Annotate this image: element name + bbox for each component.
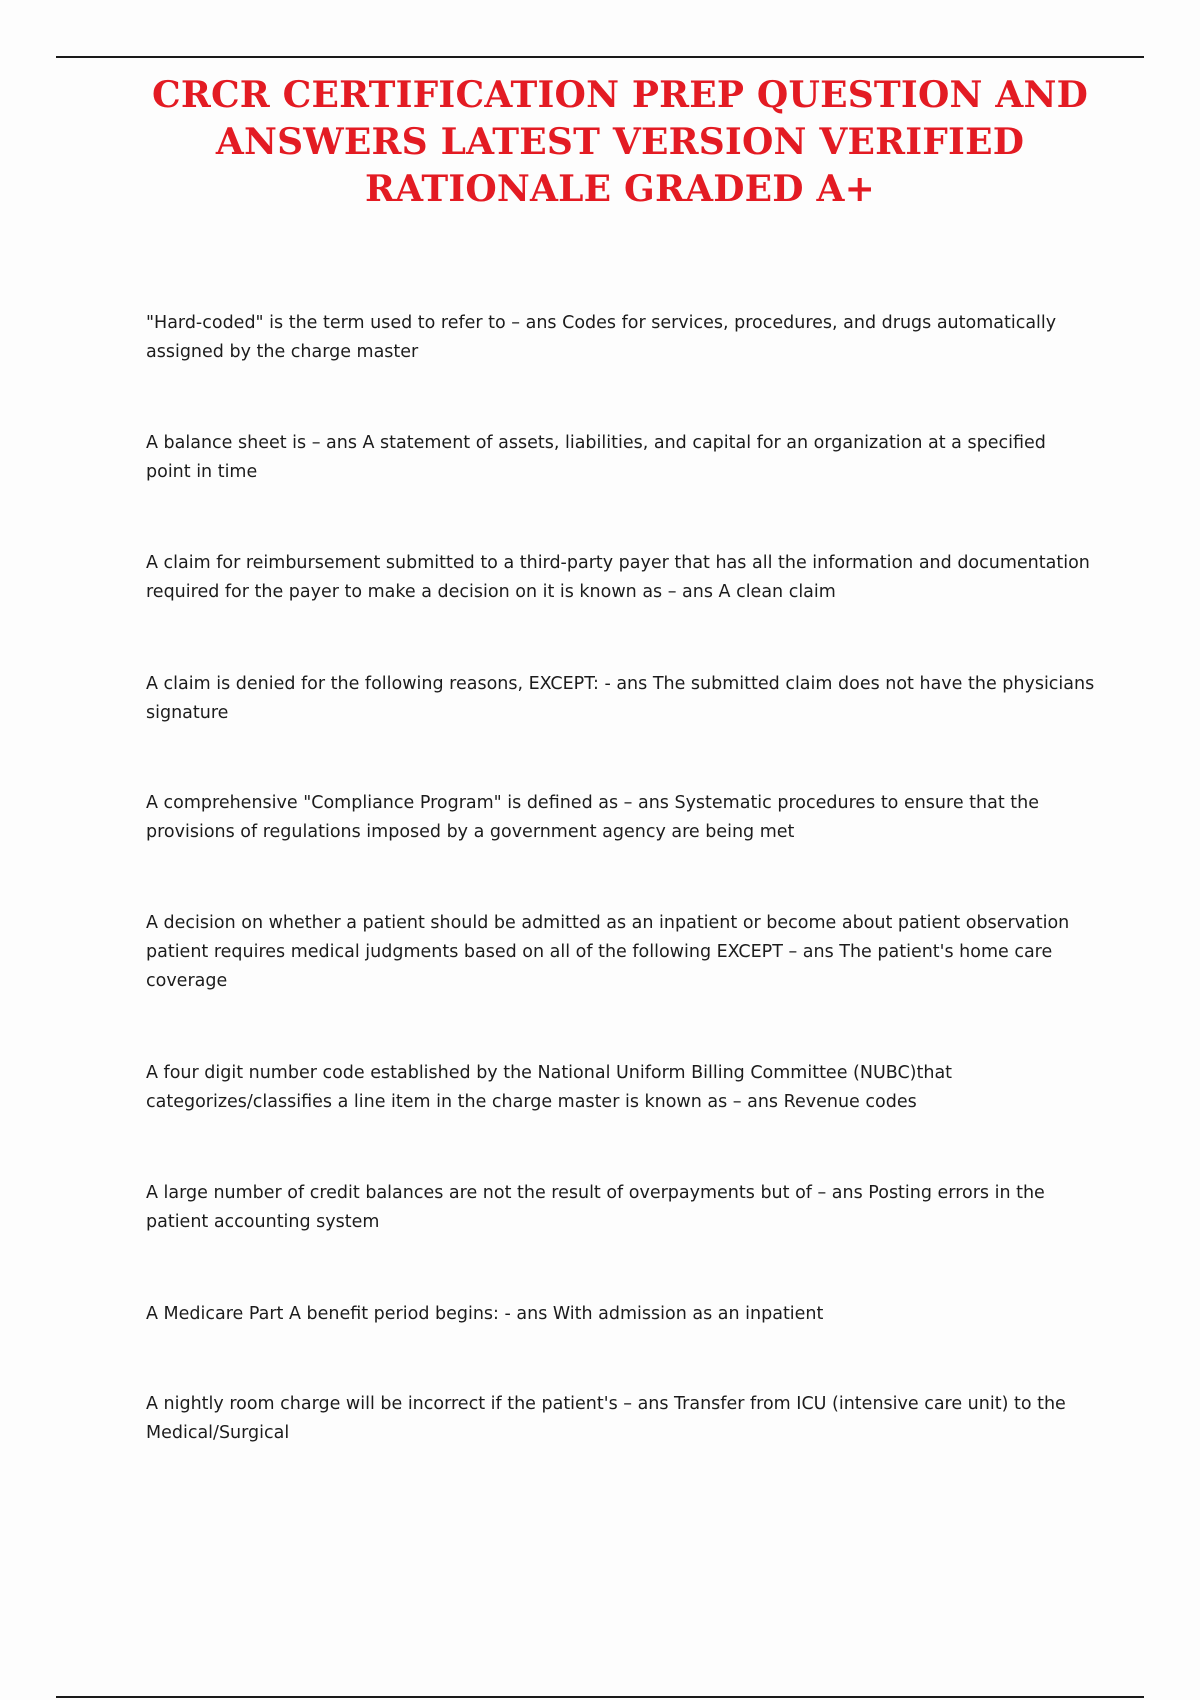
- qa-item: A nightly room charge will be incorrect if the patient's – ans Transfer from ICU (intensive care unit) to the Medical/Surgical: [146, 1394, 1066, 1443]
- qa-item: A balance sheet is – ans A statement of assets, liabilities, and capital for an organization at a specified point in time: [146, 433, 1046, 482]
- qa-item: A decision on whether a patient should be admitted as an inpatient or become about patient observation patient requires medical judgments based on all of the following EXCEPT – ans The patient's home care coverage: [146, 913, 1070, 991]
- qa-item: A claim is denied for the following reasons, EXCEPT: - ans The submitted claim does not have the physicians signature: [146, 674, 1095, 723]
- qa-item: "Hard-coded" is the term used to refer to – ans Codes for services, procedures, and drugs automatically assigned by the charge master: [146, 313, 1057, 362]
- bottom-divider: [56, 1696, 1144, 1698]
- qa-item: A four digit number code established by the National Uniform Billing Committee (NUBC)that categorizes/classifies a line item in the charge master is known as – ans Revenue codes: [146, 1063, 953, 1112]
- top-divider: [56, 56, 1144, 58]
- qa-item: A large number of credit balances are not the result of overpayments but of – ans Posting errors in the patient accounting system: [146, 1183, 1045, 1232]
- qa-item: A claim for reimbursement submitted to a third-party payer that has all the information and documentation required for the payer to make a decision on it is known as – ans A clean claim: [146, 553, 1090, 602]
- qa-item: A comprehensive "Compliance Program" is defined as – ans Systematic procedures to ensure that the provisions of regulations imposed by a government agency are being met: [146, 793, 1039, 842]
- qa-item: A Medicare Part A benefit period begins: - ans With admission as an inpatient: [146, 1304, 824, 1324]
- document-title: CRCR CERTIFICATION PREP QUESTION AND ANSWERS LATEST VERSION VERIFIED RATIONALE GRADED A+: [151, 74, 1089, 210]
